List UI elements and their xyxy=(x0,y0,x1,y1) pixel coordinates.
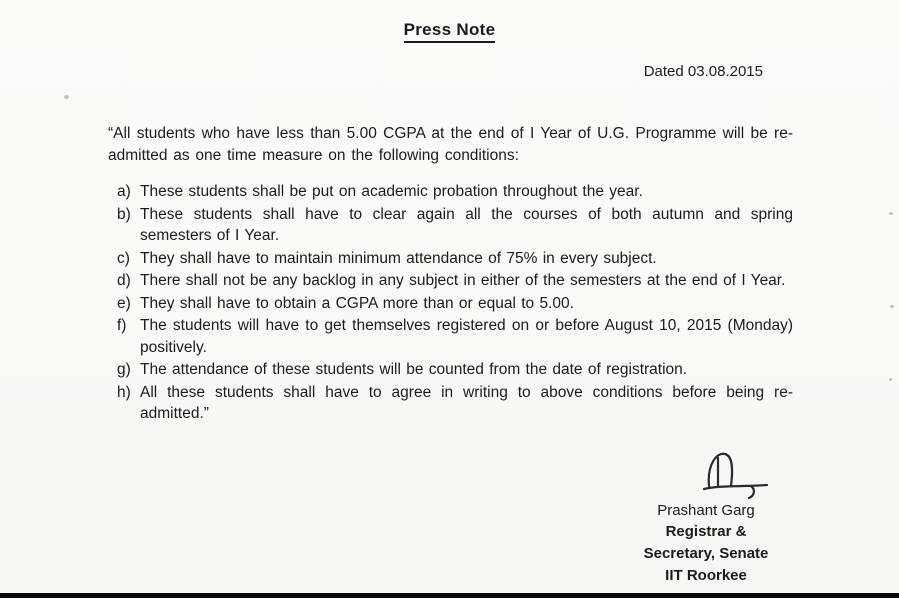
intro-paragraph: “All students who have less than 5.00 CGPA at the end of I Year of U.G. Programme will be re-admitted as one time measure on the following conditions: xyxy=(108,125,793,164)
conditions-list xyxy=(108,181,793,425)
list-item xyxy=(108,359,793,381)
condition-label: a) xyxy=(117,183,131,200)
condition-label: c) xyxy=(117,249,130,267)
document-body xyxy=(108,123,793,426)
scan-edge-bar xyxy=(0,593,899,598)
document-title xyxy=(0,20,899,43)
signatory-name: Prashant Garg xyxy=(657,502,755,519)
condition-text: There shall not be any backlog in any subject in either of the semesters at the end of I Year. xyxy=(140,272,786,289)
condition-text: These students shall be put on academic probation throughout the year. xyxy=(140,183,643,200)
condition-text: The students will have to get themselves registered on or before August 10, 2015 (Monday) positively. xyxy=(140,317,793,356)
scan-speck xyxy=(64,95,69,99)
condition-text: All these students shall have to agree in writing to above conditions before being re-admitted.” xyxy=(140,383,793,422)
condition-label: d) xyxy=(117,272,131,289)
condition-text: They shall have to maintain minimum attendance of 75% in every subject. xyxy=(140,249,657,267)
list-item xyxy=(108,293,793,315)
condition-label: f) xyxy=(117,317,127,334)
condition-text: The attendance of these students will be counted from the date of registration. xyxy=(140,361,688,378)
document-date: Dated 03.08.2015 xyxy=(643,63,763,80)
condition-label: h) xyxy=(117,383,131,401)
condition-label: b) xyxy=(117,205,131,223)
list-item xyxy=(108,382,793,425)
document-title-text: Press Note xyxy=(404,20,496,43)
condition-label: g) xyxy=(117,361,131,378)
scan-speck xyxy=(889,212,893,215)
list-item xyxy=(108,270,793,292)
list-item xyxy=(108,248,793,270)
scan-speck xyxy=(890,305,894,308)
condition-label: e) xyxy=(117,294,131,312)
condition-text: They shall have to obtain a CGPA more than or equal to 5.00. xyxy=(140,294,574,312)
condition-text: These students shall have to clear again all the courses of both autumn and spring semesters of I Year. xyxy=(140,205,793,244)
signature-block xyxy=(611,448,801,589)
scan-speck xyxy=(889,378,892,381)
signatory-title-registrar: Registrar & xyxy=(665,523,747,540)
list-item xyxy=(108,181,793,203)
list-item xyxy=(108,315,793,358)
signatory-institute: IIT Roorkee xyxy=(665,567,747,584)
signature-scribble-icon xyxy=(703,448,775,500)
list-item xyxy=(108,204,793,247)
signatory-title-secretary: Secretary, Senate xyxy=(643,545,769,562)
